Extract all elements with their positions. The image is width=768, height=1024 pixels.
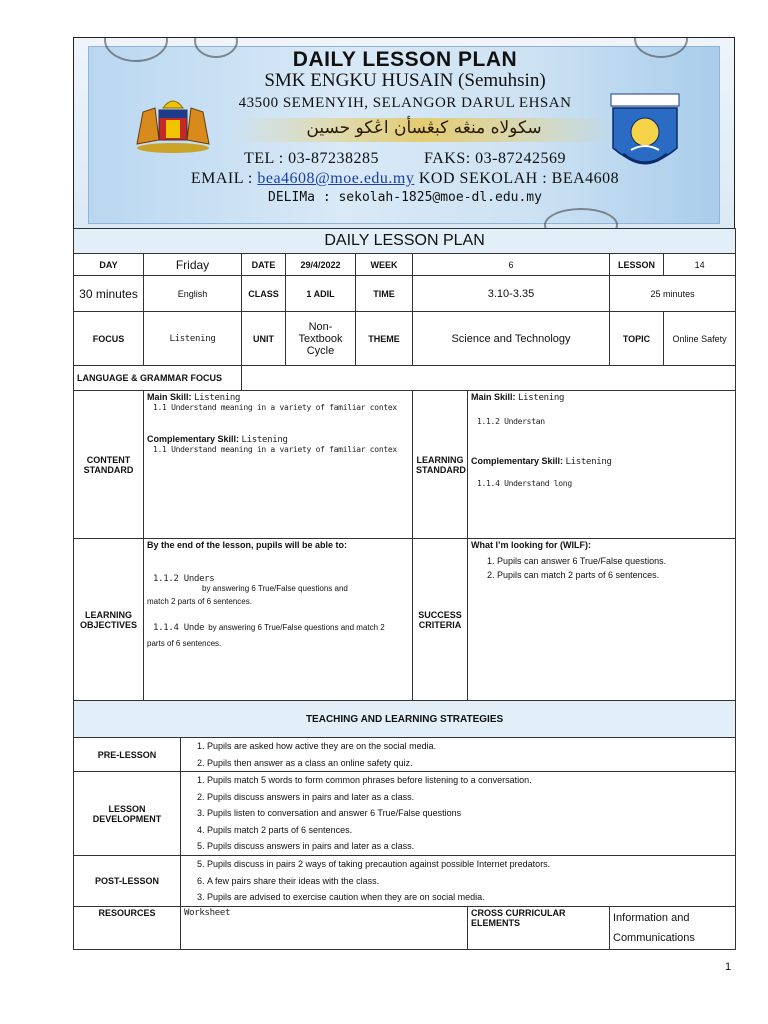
lesson-value: 14: [664, 254, 736, 276]
focus-row: [74, 312, 736, 366]
cs-main-item: 1.1 Understand meaning in a variety of familiar contex: [153, 403, 397, 412]
page-number: 1: [725, 961, 732, 973]
success-criteria-label: SUCCESS CRITERIA: [413, 539, 468, 701]
lo-2-code: 1.1.4 Unde: [153, 623, 205, 633]
learning-standard-label: LEARNING STANDARD: [413, 391, 468, 539]
theme-label: THEME: [356, 312, 413, 366]
success-criteria-cell: [468, 539, 736, 701]
cce-value: Information and Communications: [610, 906, 736, 949]
school-name: SMK ENGKU HUSAIN (Semuhsin): [264, 70, 546, 91]
cce-label: CROSS CURRICULAR ELEMENTS: [468, 906, 610, 949]
focus-label: FOCUS: [74, 312, 144, 366]
language-grammar-label: LANGUAGE & GRAMMAR FOCUS: [74, 366, 242, 391]
learning-standard-cell: [468, 391, 736, 539]
cs-comp-item: 1.1 Understand meaning in a variety of familiar contex: [153, 445, 397, 454]
learning-objectives-label: LEARNING OBJECTIVES: [74, 539, 144, 701]
class-row: [74, 276, 736, 312]
class-label: CLASS: [242, 276, 286, 312]
post-lesson-label: POST-LESSON: [74, 856, 181, 907]
strategies-header-row: [74, 701, 736, 738]
lo-1-text: by answering 6 True/False questions and: [202, 584, 348, 593]
resources-value: Worksheet: [181, 906, 468, 949]
school-code: KOD SEKOLAH : BEA4608: [414, 170, 620, 187]
wilf-label: What I’m looking for (WILF):: [471, 540, 591, 550]
wilf-item: 1. Pupils can answer 6 True/False questions.: [497, 554, 732, 568]
school-phone-fax: TEL : 03-87238285 FAKS: 03-87242569: [244, 150, 566, 167]
lesson-development-item: 4. Pupils match 2 parts of 6 sentences.: [207, 822, 735, 839]
lesson-development-item: 5. Pupils discuss answers in pairs and later as a class.: [207, 838, 735, 855]
post-lesson-cell: [181, 856, 736, 907]
plan-title-row: [74, 229, 736, 254]
lesson-development-row: [74, 772, 736, 856]
email-link[interactable]: bea4608@moe.edu.my: [257, 170, 415, 187]
time-label: TIME: [356, 276, 413, 312]
ls-main-value: Listening: [518, 393, 565, 403]
week-label: WEEK: [356, 254, 413, 276]
lesson-development-cell: [181, 772, 736, 856]
topic-label: TOPIC: [610, 312, 664, 366]
content-standard-label: CONTENT STANDARD: [74, 391, 144, 539]
time-minutes: 25 minutes: [610, 276, 736, 312]
focus-value: Listening: [144, 312, 242, 366]
class-value: 1 ADIL: [286, 276, 356, 312]
lesson-plan-table: [73, 228, 736, 950]
pre-lesson-cell: [181, 738, 736, 772]
language-grammar-row: [74, 366, 736, 391]
plan-title: DAILY LESSON PLAN: [74, 229, 736, 254]
lesson-development-item: 1. Pupils match 5 words to form common phrases before listening to a conversation.: [207, 772, 735, 789]
language-grammar-value: [242, 366, 736, 391]
date-label: DATE: [242, 254, 286, 276]
ls-main-item: 1.1.2 Understan: [477, 417, 545, 426]
objectives-row: [74, 539, 736, 701]
subject-value: English: [144, 276, 242, 312]
cs-main-value: Listening: [194, 393, 241, 403]
strategies-label: TEACHING AND LEARNING STRATEGIES: [74, 701, 736, 738]
lo-2-text: by answering 6 True/False questions and match 2: [208, 623, 385, 632]
lesson-development-item: 2. Pupils discuss answers in pairs and later as a class.: [207, 789, 735, 806]
pre-lesson-row: [74, 738, 736, 772]
resources-row: [74, 906, 736, 949]
lesson-development-item: 3. Pupils listen to conversation and answer 6 True/False questions: [207, 805, 735, 822]
time-value: 3.10-3.35: [413, 276, 610, 312]
lesson-development-list: [181, 772, 735, 855]
date-value: 29/4/2022: [286, 254, 356, 276]
pre-lesson-list: [181, 738, 735, 771]
ls-main-label: Main Skill:: [471, 392, 516, 402]
post-lesson-item: 5. Pupils discuss in pairs 2 ways of taking precaution against possible Internet predators.: [207, 856, 735, 873]
standards-row: [74, 391, 736, 539]
lo-1-text2: match 2 parts of 6 sentences.: [147, 597, 252, 606]
week-value: 6: [413, 254, 610, 276]
cs-main-label: Main Skill:: [147, 392, 192, 402]
post-lesson-item: 6. A few pairs share their ideas with the class.: [207, 873, 735, 890]
lo-1-code: 1.1.2 Unders: [153, 574, 215, 584]
lo-intro: By the end of the lesson, pupils will be able to:: [147, 540, 348, 550]
post-lesson-list: [181, 856, 735, 906]
day-row: [74, 254, 736, 276]
cs-comp-value: Listening: [241, 435, 288, 445]
school-address: 43500 SEMENYIH, SELANGOR DARUL EHSAN: [238, 95, 572, 111]
email-label: EMAIL :: [190, 170, 258, 187]
school-header-banner: [73, 37, 735, 228]
wilf-item: 2. Pupils can match 2 parts of 6 sentences.: [497, 568, 732, 582]
lesson-plan-page: [73, 37, 735, 950]
cs-comp-label: Complementary Skill:: [147, 434, 240, 444]
theme-value: Science and Technology: [413, 312, 610, 366]
learning-objectives-cell: [144, 539, 413, 701]
lesson-label: LESSON: [610, 254, 664, 276]
school-email-line: [74, 170, 735, 188]
duration-value: 30 minutes: [74, 276, 144, 312]
unit-label: UNIT: [242, 312, 286, 366]
pre-lesson-label: PRE-LESSON: [74, 738, 181, 772]
lesson-development-label: LESSON DEVELOPMENT: [74, 772, 181, 856]
day-value: Friday: [144, 254, 242, 276]
pre-lesson-item: 1. Pupils are asked how active they are on the social media.: [207, 738, 735, 755]
post-lesson-item: 3. Pupils are advised to exercise caution when they are on social media.: [207, 889, 735, 906]
wilf-list: [471, 554, 732, 582]
ls-comp-value: Listening: [565, 457, 612, 467]
school-name-jawi: سكولاه منڠه كبڠسأن اڠكو حسين: [234, 118, 614, 142]
post-lesson-row: [74, 856, 736, 907]
ls-comp-item: 1.1.4 Understand long: [477, 479, 572, 488]
delima-address: DELIMa : sekolah-1825@moe-dl.edu.my: [268, 190, 542, 205]
content-standard-cell: [144, 391, 413, 539]
pre-lesson-item: 2. Pupils then answer as a class an online safety quiz.: [207, 755, 735, 772]
banner-title: DAILY LESSON PLAN: [292, 48, 518, 71]
resources-label: RESOURCES: [74, 906, 181, 949]
unit-value: Non-Textbook Cycle: [286, 312, 356, 366]
topic-value: Online Safety: [664, 312, 736, 366]
lo-2-text2: parts of 6 sentences.: [147, 639, 222, 648]
ls-comp-label: Complementary Skill:: [471, 456, 564, 466]
day-label: DAY: [74, 254, 144, 276]
